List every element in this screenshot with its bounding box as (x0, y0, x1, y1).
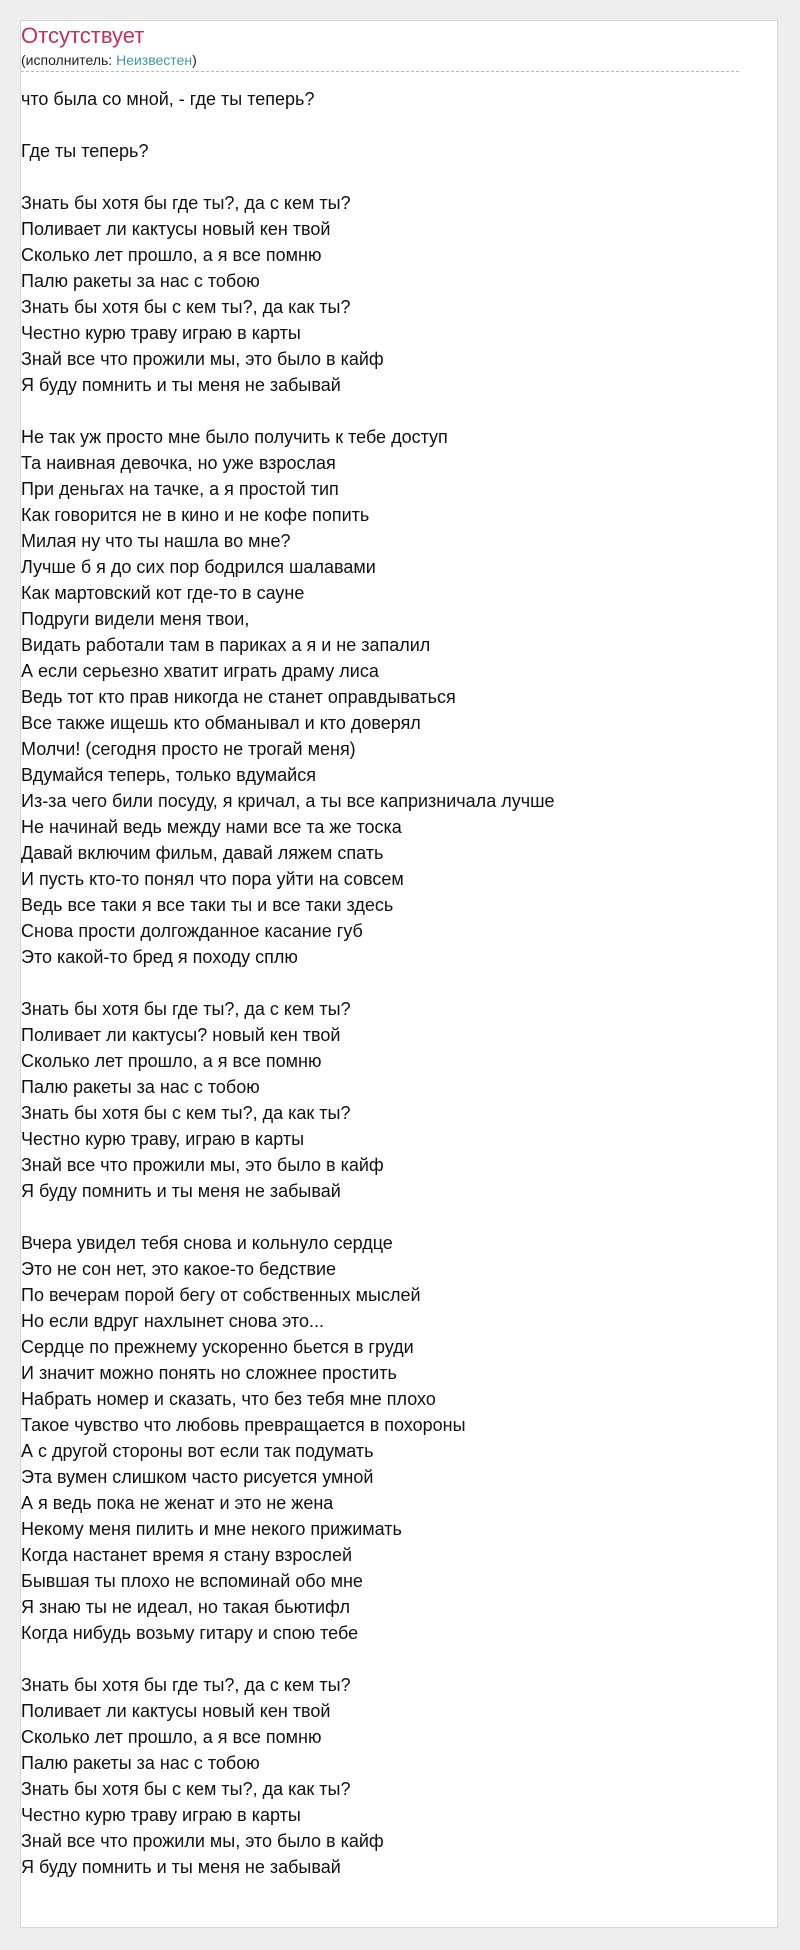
lyric-line: И пусть кто-то понял что пора уйти на совсем (21, 869, 404, 889)
lyric-line: Не начинай ведь между нами все та же тоска (21, 817, 402, 837)
lyric-line: Поливает ли кактусы новый кен твой (21, 219, 331, 239)
lyric-line: Вдумайся теперь, только вдумайся (21, 765, 316, 785)
lyric-line: Знать бы хотя бы с кем ты?, да как ты? (21, 1103, 351, 1123)
artist-link[interactable]: Неизвестен (116, 52, 193, 68)
lyric-line: Это какой-то бред я походу сплю (21, 947, 298, 967)
artist-suffix: ) (192, 52, 197, 68)
lyric-line: Я буду помнить и ты меня не забывай (21, 375, 341, 395)
lyric-line: Палю ракеты за нас с тобою (21, 1077, 260, 1097)
lyric-line: Знать бы хотя бы где ты?, да с кем ты? (21, 999, 351, 1019)
lyric-line: Я буду помнить и ты меня не забывай (21, 1181, 341, 1201)
lyric-line: Видать работали там в париках а я и не запалил (21, 635, 431, 655)
lyric-line: Знай все что прожили мы, это было в кайф (21, 349, 384, 369)
artist-line (21, 51, 739, 72)
lyric-line: Честно курю траву играю в карты (21, 323, 301, 343)
blank-line (21, 164, 739, 190)
lyric-line: Ведь тот кто прав никогда не станет оправдываться (21, 687, 456, 707)
blank-line (21, 1646, 739, 1672)
lyric-line: А если серьезно хватит играть драму лиса (21, 661, 379, 681)
lyric-line: Это не сон нет, это какое-то бедствие (21, 1259, 337, 1279)
lyric-line: Знать бы хотя бы с кем ты?, да как ты? (21, 1779, 351, 1799)
lyric-line: Не так уж просто мне было получить к тебе доступ (21, 427, 448, 447)
lyric-line: Честно курю траву играю в карты (21, 1805, 301, 1825)
lyric-line: Как говорится не в кино и не кофе попить (21, 505, 370, 525)
lyric-line: Поливает ли кактусы? новый кен твой (21, 1025, 341, 1045)
lyric-line: Знай все что прожили мы, это было в кайф (21, 1155, 384, 1175)
lyrics-text (21, 86, 739, 1880)
lyric-line: Набрать номер и сказать, что без тебя мне плохо (21, 1389, 436, 1409)
song-header (21, 22, 739, 72)
song-title: Отсутствует (21, 23, 145, 48)
lyric-line: Молчи! (сегодня просто не трогай меня) (21, 739, 356, 759)
lyric-line: что была со мной, - где ты теперь? (21, 89, 315, 109)
lyric-line: Из-за чего били посуду, я кричал, а ты все капризничала лучше (21, 791, 555, 811)
lyric-line: Ведь все таки я все таки ты и все таки здесь (21, 895, 394, 915)
lyric-line: Сколько лет прошло, а я все помню (21, 245, 322, 265)
lyric-line: Знай все что прожили мы, это было в кайф (21, 1831, 384, 1851)
blank-line (21, 1204, 739, 1230)
lyric-line: Бывшая ты плохо не вспоминай обо мне (21, 1571, 363, 1591)
lyric-line: Где ты теперь? (21, 141, 149, 161)
lyric-line: Знать бы хотя бы где ты?, да с кем ты? (21, 193, 351, 213)
lyric-line: Вчера увидел тебя снова и кольнуло сердце (21, 1233, 393, 1253)
lyric-line: Сколько лет прошло, а я все помню (21, 1051, 322, 1071)
lyric-line: Сердце по прежнему ускоренно бьется в груди (21, 1337, 414, 1357)
lyric-line: Знать бы хотя бы с кем ты?, да как ты? (21, 297, 351, 317)
lyric-line: И значит можно понять но сложнее простить (21, 1363, 397, 1383)
lyric-line: Как мартовский кот где-то в сауне (21, 583, 305, 603)
lyric-line: Все также ищешь кто обманывал и кто доверял (21, 713, 421, 733)
lyric-line: Знать бы хотя бы где ты?, да с кем ты? (21, 1675, 351, 1695)
lyric-line: А я ведь пока не женат и это не жена (21, 1493, 334, 1513)
lyric-line: Подруги видели меня твои, (21, 609, 250, 629)
lyric-line: Давай включим фильм, давай ляжем спать (21, 843, 384, 863)
lyric-line: Палю ракеты за нас с тобою (21, 1753, 260, 1773)
lyric-line: Снова прости долгожданное касание губ (21, 921, 363, 941)
lyric-line: Некому меня пилить и мне некого прижимать (21, 1519, 402, 1539)
lyric-line: По вечерам порой бегу от собственных мыслей (21, 1285, 421, 1305)
lyric-line: Но если вдруг нахлынет снова это... (21, 1311, 324, 1331)
lyric-line: Милая ну что ты нашла во мне? (21, 531, 291, 551)
lyric-line: Палю ракеты за нас с тобою (21, 271, 260, 291)
lyric-line: Такое чувство что любовь превращается в похороны (21, 1415, 466, 1435)
lyric-line: А с другой стороны вот если так подумать (21, 1441, 374, 1461)
artist-prefix: (исполнитель: (21, 52, 117, 68)
lyric-line: Лучше б я до сих пор бодрился шалавами (21, 557, 376, 577)
lyric-line: Сколько лет прошло, а я все помню (21, 1727, 322, 1747)
lyric-line: Я буду помнить и ты меня не забывай (21, 1857, 341, 1877)
lyric-line: Эта вумен слишком часто рисуется умной (21, 1467, 374, 1487)
blank-line (21, 112, 739, 138)
lyric-line: Когда нибудь возьму гитару и спою тебе (21, 1623, 359, 1643)
lyric-line: Я знаю ты не идеал, но такая бьютифл (21, 1597, 350, 1617)
lyric-line: Когда настанет время я стану взрослей (21, 1545, 353, 1565)
lyric-line: Поливает ли кактусы новый кен твой (21, 1701, 331, 1721)
lyric-line: Та наивная девочка, но уже взрослая (21, 453, 336, 473)
lyric-line: При деньгах на тачке, а я простой тип (21, 479, 339, 499)
blank-line (21, 398, 739, 424)
blank-line (21, 970, 739, 996)
lyric-line: Честно курю траву, играю в карты (21, 1129, 305, 1149)
